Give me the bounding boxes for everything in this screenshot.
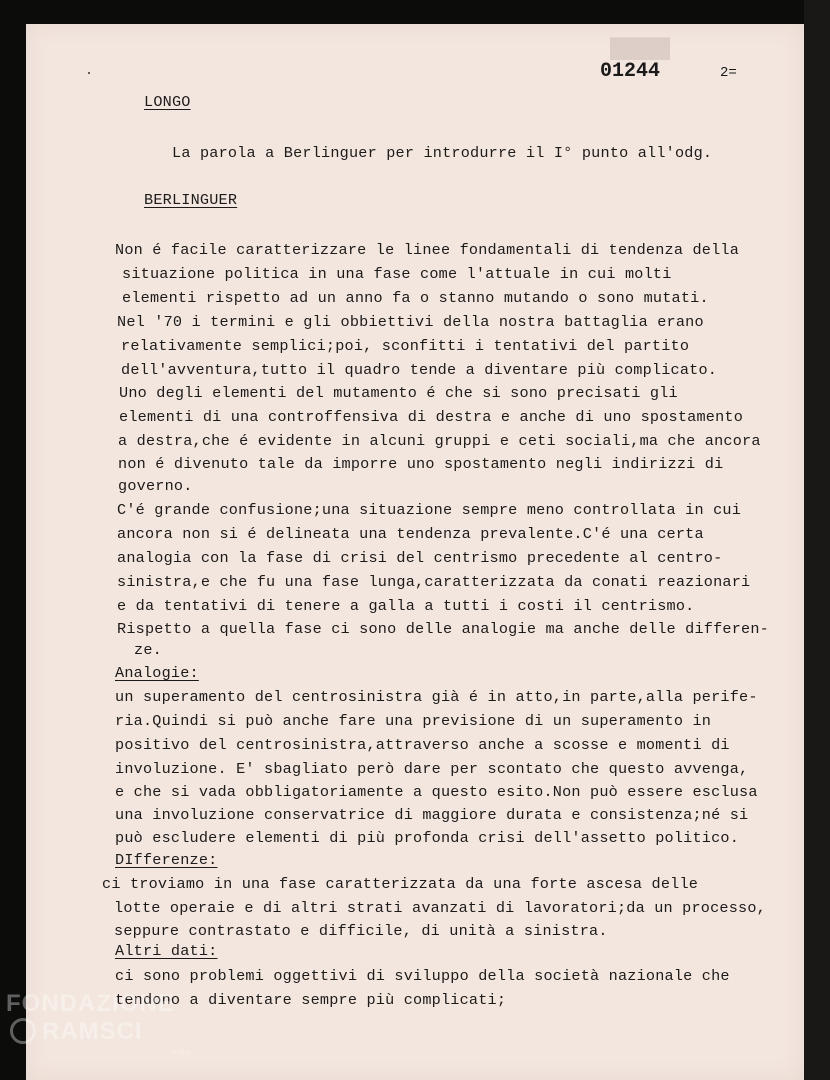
intro-line: La parola a Berlinguer per introdurre il I° punto all'odg. [172, 144, 713, 162]
scan-edge [804, 0, 830, 1080]
text-line: una involuzione conservatrice di maggiore durata e consistenza;né si [115, 806, 749, 824]
text-line: situazione politica in una fase come l'attuale in cui molti [122, 265, 672, 283]
heading-altri-dati: Altri dati: [115, 942, 218, 960]
page-number: 2= [720, 65, 737, 81]
text-line: ze. [134, 641, 162, 659]
text-line: tendono a diventare sempre più complicati; [115, 991, 507, 1009]
document-number: 01244 [600, 60, 661, 83]
heading-differenze: DIfferenze: [115, 851, 218, 869]
text-line: a destra,che é evidente in alcuni gruppi e ceti sociali,ma che ancora [118, 432, 761, 450]
watermark-suffix: onlus [172, 1048, 192, 1057]
text-line: seppure contrastato e difficile, di unità a sinistra. [114, 922, 608, 940]
text-line: Rispetto a quella fase ci sono delle analogie ma anche delle differen- [117, 620, 769, 638]
text-line: lotte operaie e di altri strati avanzati di lavoratori;da un processo, [114, 899, 766, 917]
watermark-line2: RAMSCI [42, 1018, 143, 1045]
text-line: ria.Quindi si può anche fare una previsione di un superamento in [115, 712, 712, 730]
text-line: elementi di una controffensiva di destra e anche di uno spostamento [119, 408, 744, 426]
text-line: può escludere elementi di più profonda crisi dell'assetto politico. [115, 829, 740, 847]
text-line: Uno degli elementi del mutamento é che si sono precisati gli [119, 384, 678, 402]
bleed-through-number: █████ [610, 38, 671, 61]
speaker-longo: LONGO [144, 93, 191, 111]
text-line: Non é facile caratterizzare le linee fondamentali di tendenza della [115, 241, 740, 259]
text-line: involuzione. E' sbagliato però dare per scontato che questo avvenga, [115, 760, 749, 778]
text-line: e che si vada obbligatoriamente a questo esito.Non può essere esclusa [115, 783, 758, 801]
text-line: ci troviamo in una fase caratterizzata da una forte ascesa delle [102, 875, 699, 893]
text-line: analogia con la fase di crisi del centrismo precedente al centro- [117, 549, 723, 567]
fondazione-gramsci-watermark [6, 990, 206, 1060]
text-line: e da tentativi di tenere a galla a tutti i costi il centrismo. [117, 597, 695, 615]
text-line: dell'avventura,tutto il quadro tende a diventare più complicato. [121, 361, 718, 379]
text-line: ancora non si é delineata una tendenza prevalente.C'é una certa [117, 525, 704, 543]
text-line: governo. [118, 477, 193, 495]
text-line: relativamente semplici;poi, sconfitti i tentativi del partito [121, 337, 690, 355]
text-line: non é divenuto tale da imporre uno spostamento negli indirizzi di [118, 455, 724, 473]
text-line: ci sono problemi oggettivi di sviluppo della società nazionale che [115, 967, 730, 985]
text-line: positivo del centrosinistra,attraverso anche a scosse e momenti di [115, 736, 730, 754]
heading-analogie: Analogie: [115, 664, 199, 682]
watermark-g-logo-icon [10, 1018, 36, 1044]
ink-speck [88, 72, 90, 74]
speaker-berlinguer: BERLINGUER [144, 191, 238, 209]
watermark-line1: FONDAZIONE [6, 990, 175, 1017]
text-line: un superamento del centrosinistra già é in atto,in parte,alla perife- [115, 688, 758, 706]
text-line: elementi rispetto ad un anno fa o stanno mutando o sono mutati. [122, 289, 709, 307]
text-line: Nel '70 i termini e gli obbiettivi della nostra battaglia erano [117, 313, 704, 331]
text-line: sinistra,e che fu una fase lunga,caratterizzata da conati reazionari [117, 573, 751, 591]
text-line: C'é grande confusione;una situazione sempre meno controllata in cui [117, 501, 742, 519]
